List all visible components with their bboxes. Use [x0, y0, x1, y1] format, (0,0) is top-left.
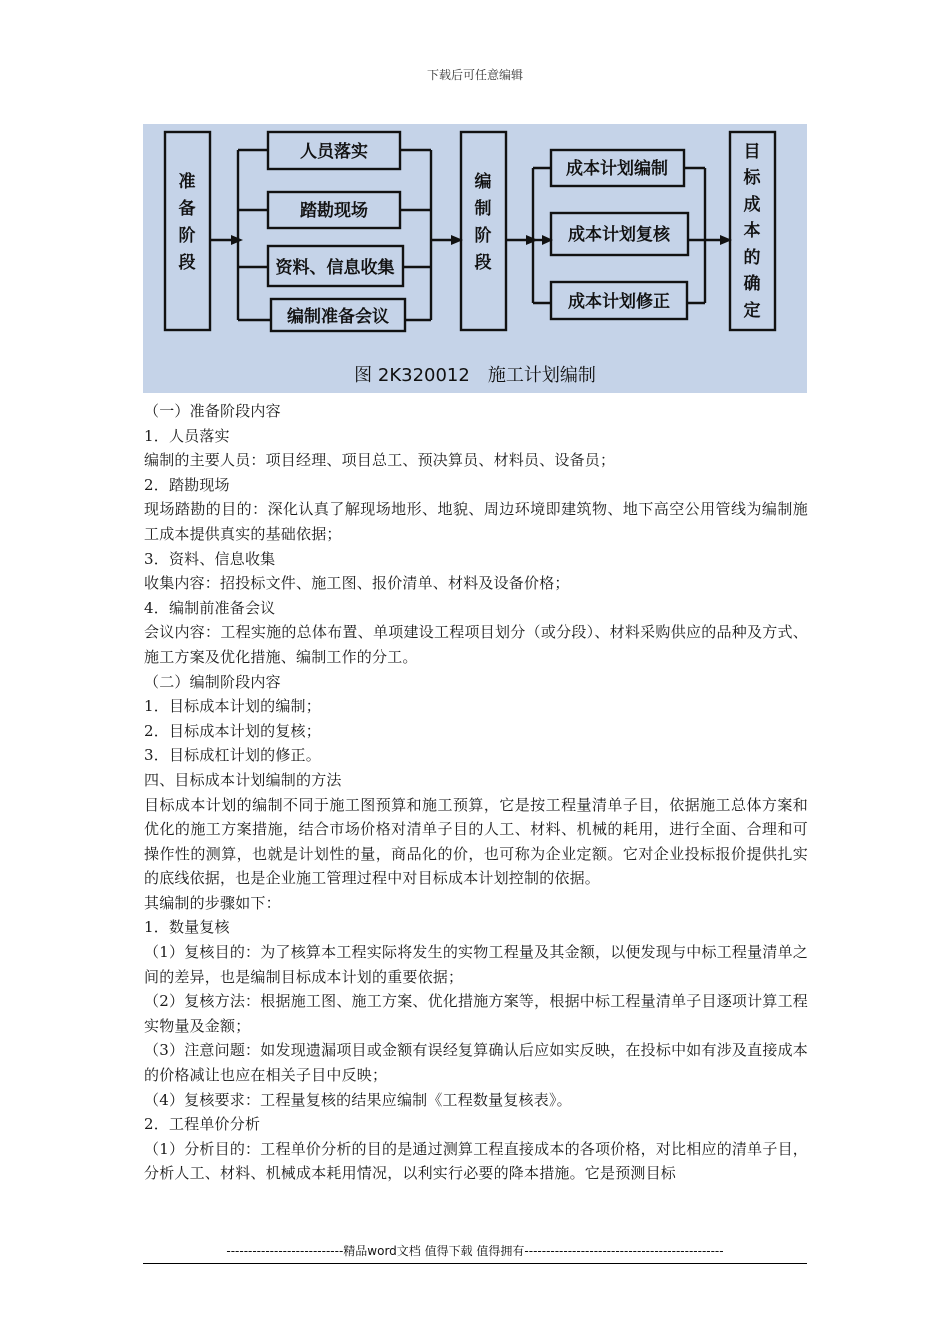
- target-stage-char: 定: [743, 301, 761, 321]
- flow-diagram: [143, 124, 807, 393]
- item-heading: 1．人员落实: [144, 426, 230, 445]
- item-heading: 3．资料、信息收集: [144, 549, 276, 568]
- item-heading: 2．踏勘现场: [144, 475, 230, 494]
- document-body: [144, 399, 808, 1186]
- figure-caption: 图 2K320012 施工计划编制: [354, 365, 596, 386]
- paragraph: （1）复核目的：为了核算本工程实际将发生的实物工程量及其金额，以便发现与中标工程量清单之间的差异，也是编制目标成本计划的重要依据；: [144, 943, 808, 986]
- compile-stage-char: 制: [474, 199, 492, 219]
- paragraph: （4）复核要求：工程量复核的结果应编制《工程数量复核表》。: [144, 1090, 572, 1109]
- compile-stage-char: 段: [474, 253, 492, 273]
- prep-item-site-survey: 踏勘现场: [300, 201, 368, 221]
- prep-item-personnel: 人员落实: [300, 142, 368, 162]
- target-stage-char: 本: [743, 221, 761, 241]
- paragraph: （1）分析目的：工程单价分析的目的是通过测算工程直接成本的各项价格，对比相应的清单子目，分析人工、材料、机械成本耗用情况，以利实行必要的降本措施。它是预测目标: [144, 1139, 808, 1183]
- prepare-stage-char: 准: [178, 172, 196, 192]
- item-heading: 1．数量复核: [144, 918, 230, 937]
- paragraph: 目标成本计划的编制不同于施工图预算和施工预算，它是按工程量清单子目，依据施工总体方案和优化的施工方案措施，结合市场价格对清单子目的人工、材料、机械的耗用，进行全面、合理和可操作性的测算，也就是计划性的量，商品化的价，也可称为企业定额。它对企业投标报价提供扎实的底线依据，也是企业施工管理过程中对目标成本计划控制的依据。: [144, 795, 808, 888]
- compile-item-revise: 成本计划修正: [568, 292, 670, 312]
- prep-item-info-collection: 资料、信息收集: [275, 258, 395, 278]
- item-heading: 4．编制前准备会议: [144, 598, 276, 617]
- compile-item-draft: 成本计划编制: [566, 159, 668, 179]
- prepare-stage-char: 阶: [178, 226, 196, 246]
- flow-diagram-figure: [143, 124, 807, 393]
- section-heading: （二）编制阶段内容: [144, 672, 281, 691]
- footer-divider: [143, 1263, 807, 1264]
- paragraph: （2）复核方法：根据施工图、施工方案、优化措施方案等，根据中标工程量清单子目逐项计算工程实物量及金额；: [144, 992, 808, 1035]
- paragraph: 编制的主要人员：项目经理、项目总工、预决算员、材料员、设备员；: [144, 451, 616, 470]
- list-item: 2．目标成本计划的复核；: [144, 721, 321, 740]
- paragraph: 其编制的步骤如下：: [144, 893, 281, 912]
- target-stage-char: 确: [743, 274, 761, 294]
- page-footer: ---------------------------精品word文档 值得下载 值得拥有----------------------------------------------: [226, 1244, 724, 1258]
- prepare-stage-char: 备: [178, 199, 196, 219]
- section-heading: 四、目标成本计划编制的方法: [144, 770, 342, 789]
- target-stage-char: 成: [743, 195, 761, 215]
- paragraph: 会议内容：工程实施的总体布置、单项建设工程项目划分（或分段）、材料采购供应的品种及方式、施工方案及优化措施、编制工作的分工。: [144, 623, 808, 666]
- target-stage-char: 目: [743, 142, 761, 162]
- paragraph: （3）注意问题：如发现遗漏项目或金额有误经复算确认后应如实反映，在投标中如有涉及直接成本的价格减让也应在相关子目中反映；: [144, 1041, 808, 1085]
- compile-stage-char: 编: [474, 172, 492, 192]
- section-heading: （一）准备阶段内容: [144, 402, 281, 420]
- prep-item-prep-meeting: 编制准备会议: [287, 307, 389, 327]
- prepare-stage-char: 段: [178, 253, 196, 273]
- target-stage-char: 的: [743, 248, 761, 268]
- paragraph: 现场踏勘的目的：深化认真了解现场地形、地貌、周边环境即建筑物、地下高空公用管线为编制施工成本提供真实的基础依据；: [144, 500, 808, 543]
- compile-stage-char: 阶: [474, 226, 492, 246]
- compile-item-review: 成本计划复核: [568, 225, 670, 245]
- item-heading: 2．工程单价分析: [144, 1115, 261, 1134]
- page-header: 下载后可任意编辑: [426, 68, 523, 82]
- list-item: 1．目标成本计划的编制；: [144, 697, 321, 716]
- list-item: 3．目标成杠计划的修正。: [144, 746, 321, 765]
- paragraph: 收集内容：招投标文件、施工图、报价清单、材料及设备价格；: [144, 574, 570, 593]
- target-stage-char: 标: [743, 168, 761, 188]
